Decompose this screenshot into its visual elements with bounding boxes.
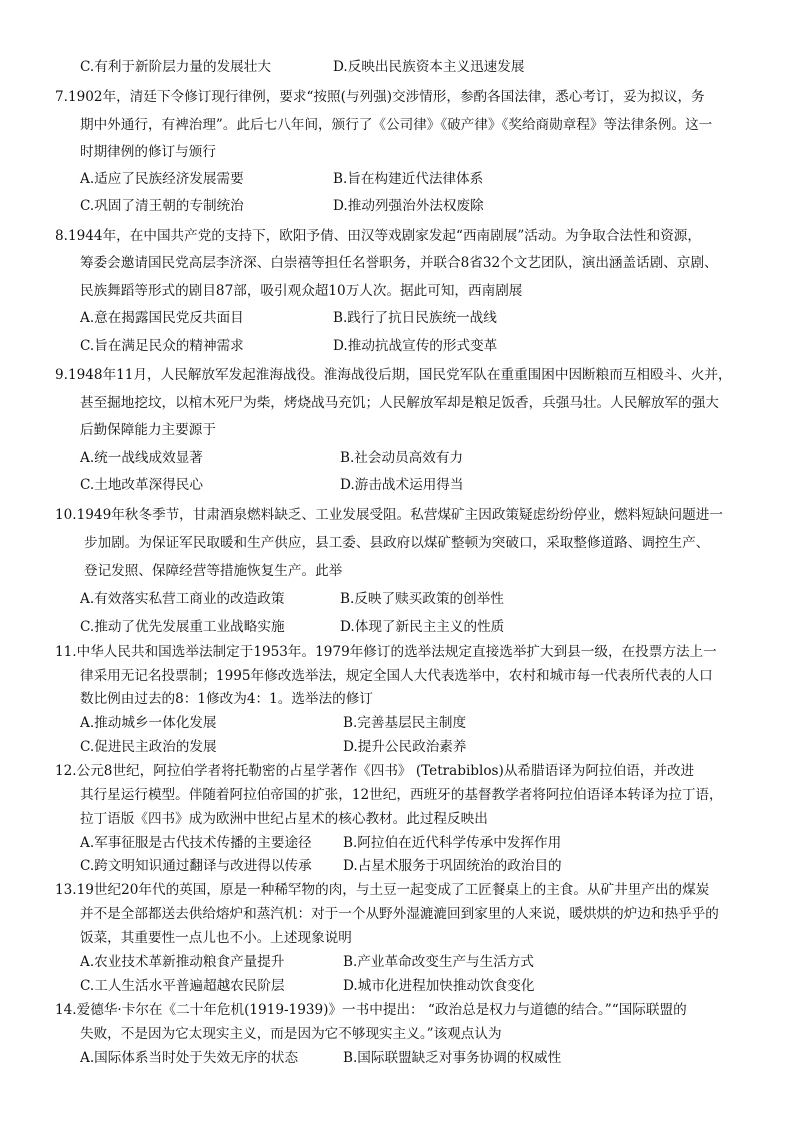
q10-option-b: B.反映了赎买政策的创举性 xyxy=(340,591,504,607)
q7-option-d: D.推动列强治外法权废除 xyxy=(333,198,484,214)
q10-option-c: C.推动了优先发展重工业战略实施 xyxy=(80,619,285,635)
q10-stem-line-1: 10.1949年秋冬季节，甘肃酒泉燃料缺乏、工业发展受阻。私营煤矿主因政策疑虑纷纷停业，燃料短缺问题进一 xyxy=(55,507,723,523)
q9-option-c: C.土地改革深得民心 xyxy=(80,477,203,493)
q7-option-b: B.旨在构建近代法律体系 xyxy=(333,171,484,187)
q12-option-b: B.阿拉伯在近代科学传承中发挥作用 xyxy=(343,835,562,851)
q14-option-a: A.国际体系当时处于失效无序的状态 xyxy=(80,1050,299,1066)
q12-stem-line-3: 拉丁语版《四书》成为欧洲中世纪占星术的核心教材。此过程反映出 xyxy=(80,811,488,827)
q12-stem-line-2: 其行星运行模型。伴随着阿拉伯帝国的扩张，12世纪，西班牙的基督教学者将阿拉伯语译本转译为拉丁语， xyxy=(80,787,723,803)
q7-stem-line-2: 期中外通行，有裨治理”。此后七八年间，颁行了《公司律》《破产律》《奖给商勋章程》等法律条例。这一 xyxy=(80,117,713,133)
q13-stem-line-3: 饭菜，其重要性一点儿也不小。上述现象说明 xyxy=(80,930,352,946)
q14-stem-line-1: 14.爱德华·卡尔在《二十年危机(1919-1939)》一书中提出： “政治总是权力与道德的结合。”“国际联盟的 xyxy=(55,1002,687,1018)
q6-option-d: D.反映出民族资本主义迅速发展 xyxy=(333,59,525,75)
q9-stem-line-1: 9.1948年11月，人民解放军发起淮海战役。淮海战役后期，国民党军队在重重围困中因断粮而互相殴斗、火并， xyxy=(55,367,732,383)
q13-option-a: A.农业技术革新推动粮食产量提升 xyxy=(80,954,285,970)
q6-option-c: C.有利于新阶层力量的发展壮大 xyxy=(80,59,271,75)
q12-option-a: A.军事征服是古代技术传播的主要途径 xyxy=(80,835,312,851)
q7-option-c: C.巩固了清王朝的专制统治 xyxy=(80,198,244,214)
q11-option-b: B.完善基层民主制度 xyxy=(343,715,467,731)
q8-option-a: A.意在揭露国民党反共面目 xyxy=(80,310,244,326)
q11-option-a: A.推动城乡一体化发展 xyxy=(80,715,217,731)
q8-option-b: B.践行了抗日民族统一战线 xyxy=(333,310,497,326)
q11-stem-line-3: 数比例由过去的8：1修改为4：1。选举法的修订 xyxy=(80,691,373,707)
q9-option-b: B.社会动员高效有力 xyxy=(340,450,464,466)
q9-stem-line-2: 甚至掘地挖坟，以棺木死尸为柴，烤烧战马充饥；人民解放军却是粮足饭香，兵强马壮。人民解放军的强大 xyxy=(80,395,719,411)
q12-stem-line-1: 12.公元8世纪，阿拉伯学者将托勒密的占星学著作《四书》 (Tetrabiblos)从希腊语译为阿拉伯语，并改进 xyxy=(55,763,695,779)
q13-option-d: D.城市化进程加快推动饮食变化 xyxy=(343,978,535,994)
q9-option-d: D.游击战术运用得当 xyxy=(340,477,464,493)
q11-option-d: D.提升公民政治素养 xyxy=(343,739,467,755)
q13-stem-line-2: 并不是全部都送去供给熔炉和蒸汽机：对于一个从野外湿漉漉回到家里的人来说，暖烘烘的炉边和热乎乎的 xyxy=(80,906,719,922)
q8-stem-line-1: 8.1944年，在中国共产党的支持下，欧阳予倩、田汉等戏剧家发起“西南剧展”活动。为争取合法性和资源， xyxy=(55,228,701,244)
q12-option-c: C.跨文明知识通过翻译与改进得以传承 xyxy=(80,858,312,874)
q10-option-d: D.体现了新民主主义的性质 xyxy=(340,619,505,635)
q13-option-b: B.产业革命改变生产与生活方式 xyxy=(343,954,535,970)
q9-option-a: A.统一战线成效显著 xyxy=(80,450,203,466)
q12-option-d: D.占星术服务于巩固统治的政治目的 xyxy=(343,858,562,874)
q7-stem-line-1: 7.1902年，清廷下令修订现行律例，要求“按照(与列强)交涉情形，参酌各国法律，悉心考订，妥为拟议，务 xyxy=(55,89,705,105)
q10-option-a: A.有效落实私营工商业的改造政策 xyxy=(80,591,285,607)
q13-stem-line-1: 13.19世纪20年代的英国，原是一种稀罕物的肉，与土豆一起变成了工匠餐桌上的主食。从矿井里产出的煤炭 xyxy=(55,882,710,898)
q10-stem-line-2: 步加剧。为保证军民取暖和生产供应，县工委、县政府以煤矿整顿为突破口，采取整修道路、调控生产、 xyxy=(84,535,710,551)
q13-option-c: C.工人生活水平普遍超越农民阶层 xyxy=(80,978,285,994)
q8-stem-line-2: 筹委会邀请国民党高层李济深、白崇禧等担任名誉职务，并联合8省32个文艺团队，演出涵盖话剧、京剧、 xyxy=(80,255,718,271)
q8-stem-line-3: 民族舞蹈等形式的剧目87部，吸引观众超10万人次。据此可知，西南剧展 xyxy=(80,283,523,299)
q7-stem-line-3: 时期律例的修订与颁行 xyxy=(80,144,216,160)
q14-option-b: B.国际联盟缺乏对事务协调的权威性 xyxy=(343,1050,562,1066)
q9-stem-line-3: 后勤保障能力主要源于 xyxy=(80,422,216,438)
q14-stem-line-2: 失败，不是因为它太现实主义，而是因为它不够现实主义。”该观点认为 xyxy=(80,1026,502,1042)
q10-stem-line-3: 登记发照、保障经营等措施恢复生产。此举 xyxy=(84,563,343,579)
q8-option-c: C.旨在满足民众的精神需求 xyxy=(80,338,244,354)
q8-option-d: D.推动抗战宣传的形式变革 xyxy=(333,338,498,354)
q7-option-a: A.适应了民族经济发展需要 xyxy=(80,171,244,187)
q11-stem-line-2: 律采用无记名投票制；1995年修改选举法，规定全国人大代表选举中，农村和城市每一代表所代表的人口 xyxy=(80,668,713,684)
q11-option-c: C.促进民主政治的发展 xyxy=(80,739,217,755)
q11-stem-line-1: 11.中华人民共和国选举法制定于1953年。1979年修订的选举法规定直接选举扩大到县一级，在投票方法上一 xyxy=(55,644,717,660)
